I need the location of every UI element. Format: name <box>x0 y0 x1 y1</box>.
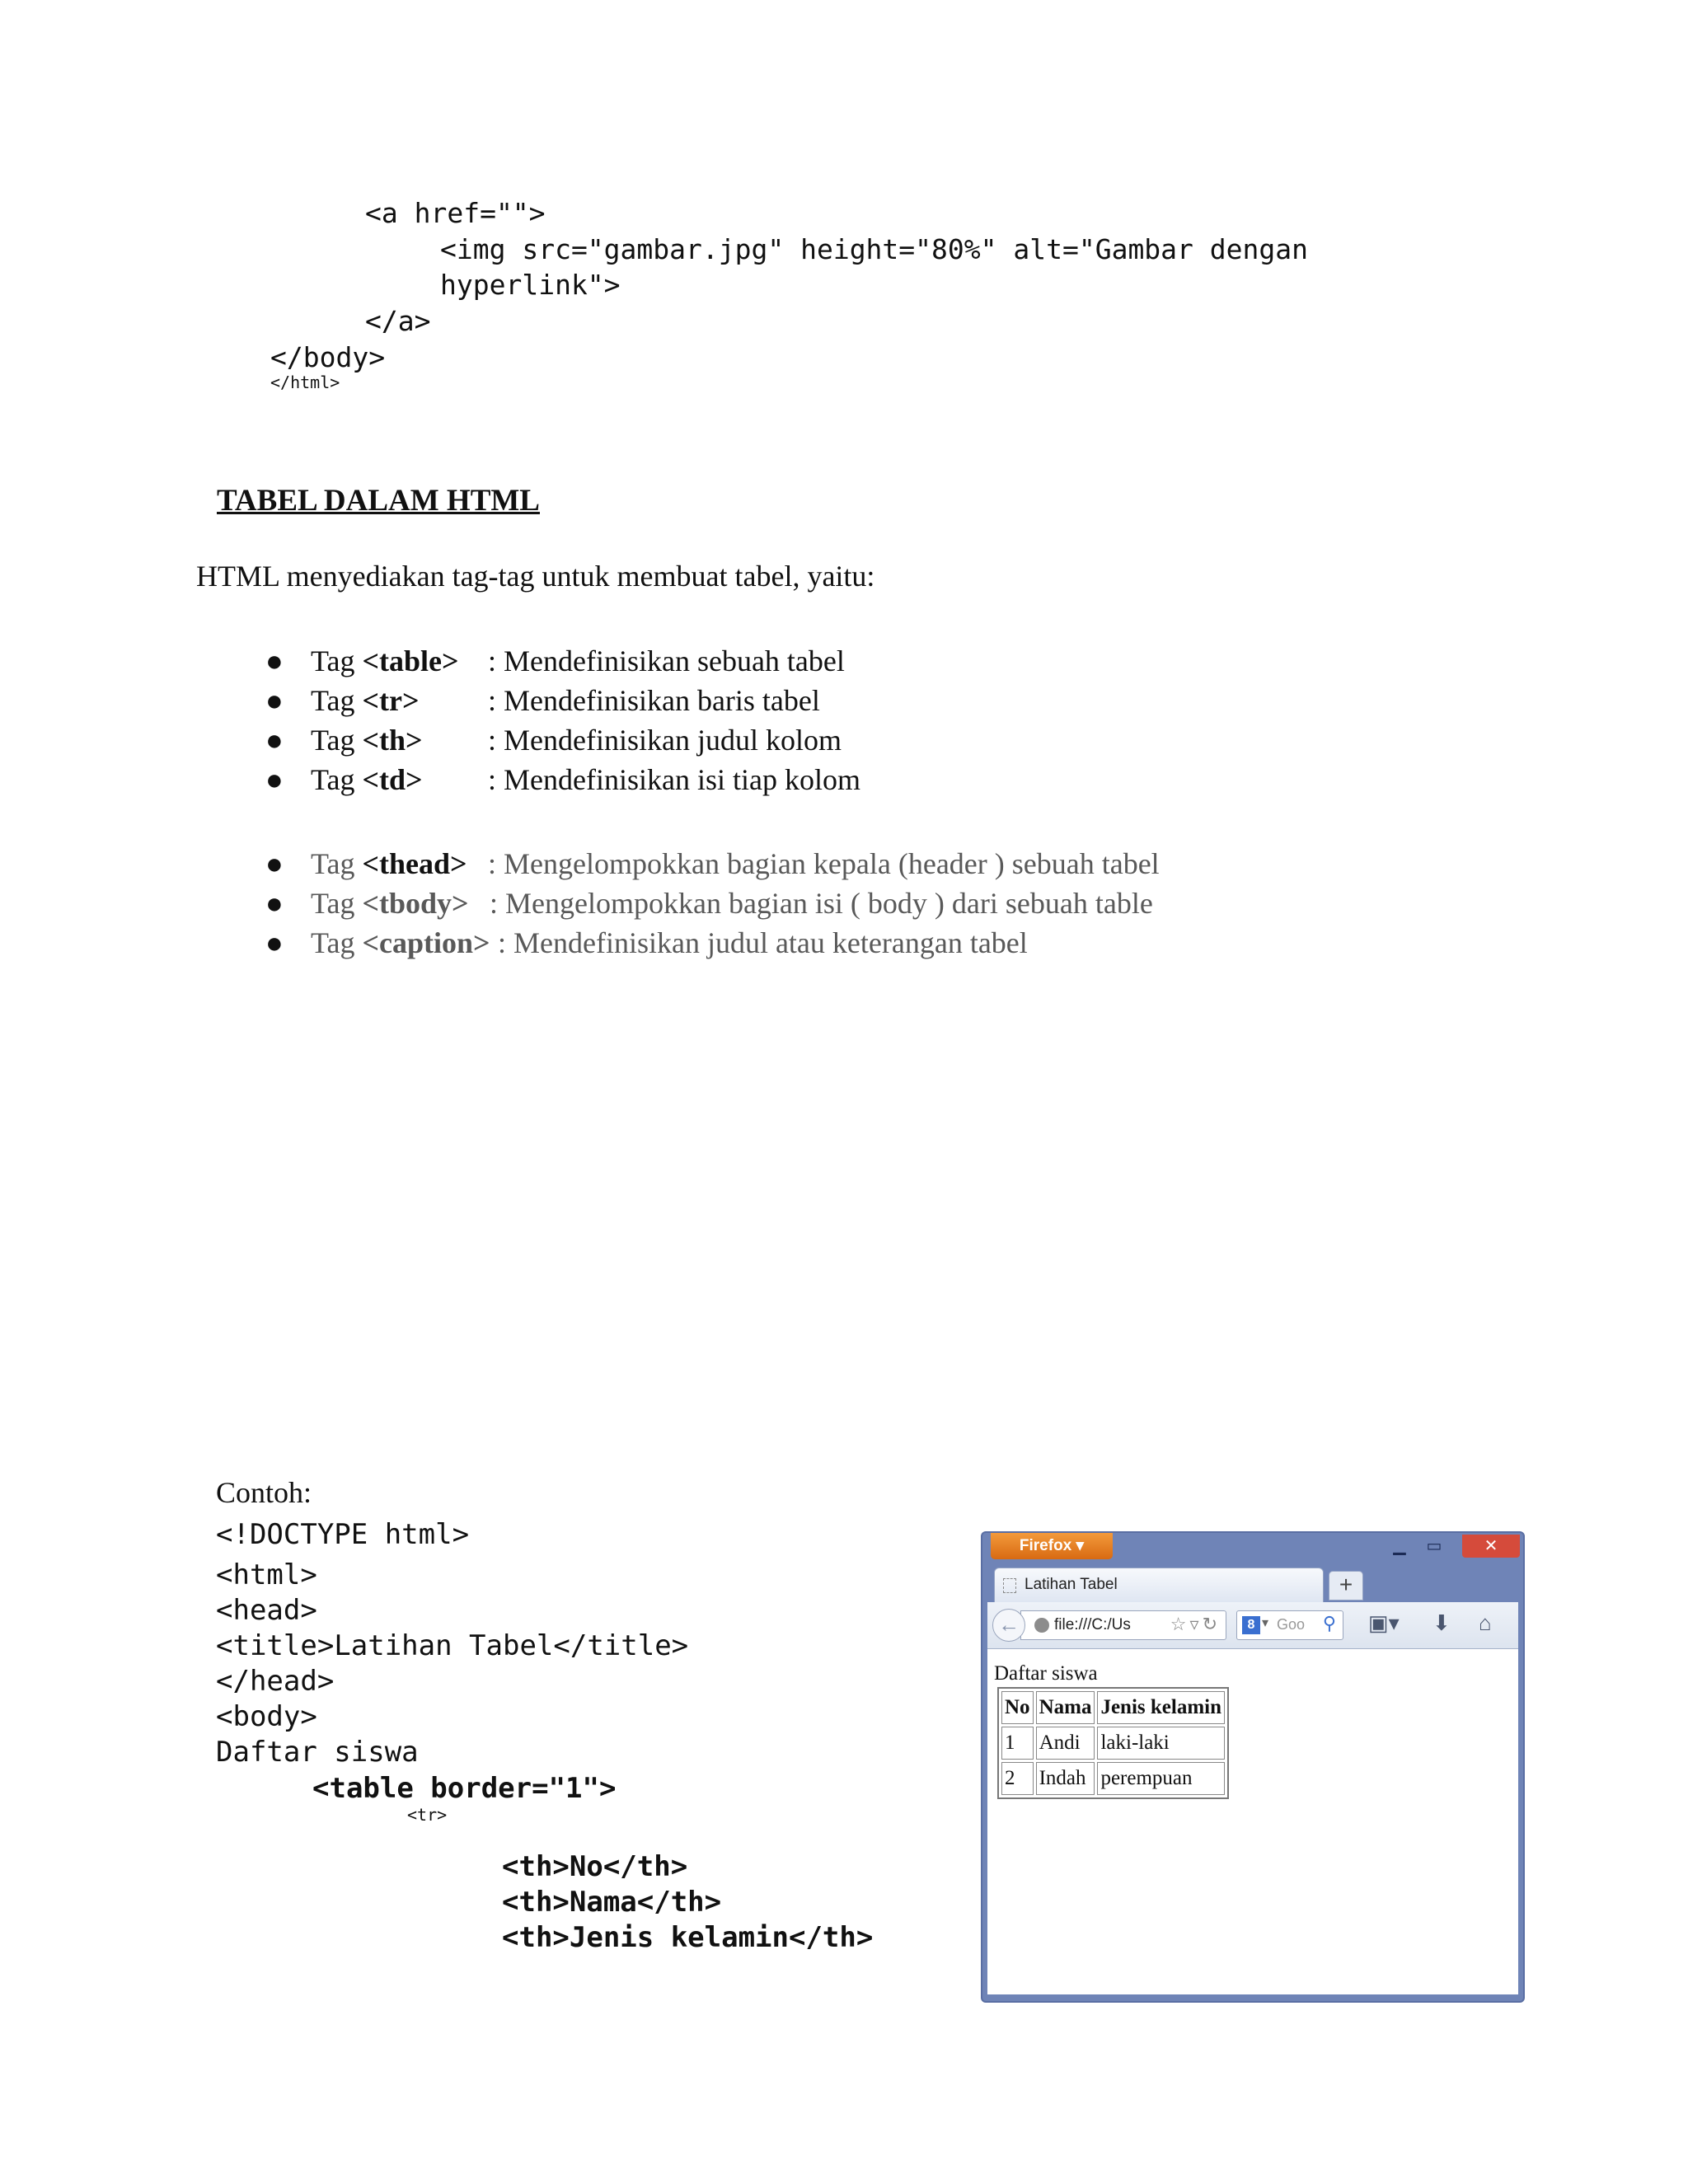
bullet-icon: ● <box>265 724 284 757</box>
code-line-th-nama: <th>Nama</th> <box>502 1886 722 1919</box>
search-engine-icon: 8 <box>1242 1616 1260 1634</box>
tag-description: : Mengelompokkan bagian kepala (header ) sebuah tabel <box>488 847 1160 880</box>
table-cell: 2 <box>1001 1762 1034 1795</box>
code-line-html: <html> <box>216 1558 317 1591</box>
table-cell: Indah <box>1036 1762 1095 1795</box>
search-icon[interactable]: ⚲ <box>1322 1613 1336 1633</box>
table-cell: 1 <box>1001 1727 1034 1760</box>
tag-prefix: Tag <box>311 684 363 717</box>
tag-prefix: Tag <box>311 887 363 920</box>
tag-name: <table> <box>362 644 459 677</box>
table-row <box>1001 1727 1225 1760</box>
student-table <box>997 1687 1229 1799</box>
tag-description: : Mendefinisikan isi tiap kolom <box>488 763 860 796</box>
tag-name: <thead> <box>362 847 467 880</box>
tag-name: <caption> <box>362 926 490 959</box>
code-line-head: <head> <box>216 1594 317 1627</box>
table-header-cell: No <box>1001 1691 1034 1724</box>
list-item <box>265 642 1007 680</box>
maximize-icon[interactable]: ▭ <box>1426 1537 1442 1555</box>
tab-label: Latihan Tabel <box>1025 1576 1118 1593</box>
bookmarks-menu-icon[interactable]: ▣▾ <box>1368 1610 1400 1635</box>
code-line-img-cont: hyperlink"> <box>440 269 621 301</box>
minimize-icon[interactable]: ▁ <box>1393 1537 1406 1555</box>
globe-icon <box>1034 1618 1049 1633</box>
table-row <box>1001 1762 1225 1795</box>
navigation-toolbar <box>987 1602 1518 1649</box>
tag-description: : Mendefinisikan sebuah tabel <box>488 644 845 677</box>
browser-window <box>981 1531 1525 2003</box>
bullet-icon: ● <box>265 644 284 677</box>
code-line-th-jenis: <th>Jenis kelamin</th> <box>502 1921 874 1954</box>
search-input[interactable] <box>1236 1610 1343 1640</box>
table-cell: laki-laki <box>1097 1727 1225 1760</box>
code-line-text: Daftar siswa <box>216 1736 419 1769</box>
tag-prefix: Tag <box>311 847 363 880</box>
close-icon[interactable]: ✕ <box>1462 1535 1520 1558</box>
table-cell: Andi <box>1036 1727 1095 1760</box>
bullet-icon: ● <box>265 763 284 796</box>
url-text: file:///C:/Us <box>1054 1616 1131 1633</box>
tag-prefix: Tag <box>311 763 363 796</box>
code-line-head-close: </head> <box>216 1665 335 1698</box>
code-line-body: <body> <box>216 1700 317 1733</box>
search-placeholder: Goo <box>1277 1616 1306 1633</box>
bullet-icon: ● <box>265 926 284 959</box>
list-item <box>265 924 1254 962</box>
new-tab-button[interactable]: + <box>1329 1571 1363 1601</box>
url-bar[interactable] <box>1020 1610 1226 1640</box>
table-header-cell: Jenis kelamin <box>1097 1691 1225 1724</box>
home-icon[interactable]: ⌂ <box>1479 1610 1492 1635</box>
section-heading: TABEL DALAM HTML <box>217 484 540 518</box>
download-icon[interactable]: ⬇ <box>1432 1610 1451 1635</box>
list-item <box>265 761 1007 799</box>
chevron-down-icon: ▾ <box>1262 1616 1269 1630</box>
list-item <box>265 845 1254 883</box>
code-line-title: <title>Latihan Tabel</title> <box>216 1629 689 1662</box>
bullet-icon: ● <box>265 847 284 880</box>
code-line-a-close: </a> <box>365 305 431 337</box>
code-line-table: <table border="1"> <box>312 1772 617 1805</box>
code-line-doctype: <!DOCTYPE html> <box>216 1518 470 1551</box>
tag-prefix: Tag <box>311 926 363 959</box>
tag-name: <tr> <box>362 684 420 717</box>
bookmark-star-icon[interactable]: ☆▿↻ <box>1170 1614 1221 1634</box>
code-line-html-close: </html> <box>270 373 340 392</box>
tag-description: : Mengelompokkan bagian isi ( body ) dari sebuah table <box>490 887 1153 920</box>
tag-prefix: Tag <box>311 644 363 677</box>
back-button[interactable]: ← <box>992 1609 1025 1642</box>
page-caption-text: Daftar siswa <box>994 1662 1098 1685</box>
firefox-menu-button[interactable]: Firefox ▾ <box>991 1533 1113 1559</box>
list-item <box>265 682 1007 719</box>
code-line-body-close: </body> <box>270 341 386 373</box>
list-item <box>265 721 1007 759</box>
code-line-img: <img src="gambar.jpg" height="80%" alt="Gambar dengan <box>440 233 1308 265</box>
tag-description: : Mendefinisikan judul atau keterangan tabel <box>498 926 1028 959</box>
section-intro: HTML menyediakan tag-tag untuk membuat tabel, yaitu: <box>196 560 875 593</box>
tag-prefix: Tag <box>311 724 363 757</box>
code-line-th-no: <th>No</th> <box>502 1850 688 1883</box>
table-header-row <box>1001 1691 1225 1724</box>
tag-description: : Mendefinisikan judul kolom <box>488 724 842 757</box>
example-label: Contoh: <box>216 1476 312 1509</box>
tag-name: <th> <box>362 724 423 757</box>
tab-latihan-tabel[interactable] <box>994 1568 1324 1602</box>
list-item <box>265 884 1254 922</box>
page-icon <box>1003 1578 1016 1593</box>
page-viewport <box>987 1649 1518 1994</box>
tag-name: <tbody> <box>362 887 469 920</box>
tag-description: : Mendefinisikan baris tabel <box>488 684 820 717</box>
table-header-cell: Nama <box>1036 1691 1095 1724</box>
code-line-tr: <tr> <box>407 1805 448 1825</box>
table-cell: perempuan <box>1097 1762 1225 1795</box>
bullet-icon: ● <box>265 887 284 920</box>
tag-name: <td> <box>362 763 423 796</box>
bullet-icon: ● <box>265 684 284 717</box>
code-line-a-open: <a href=""> <box>365 197 546 229</box>
